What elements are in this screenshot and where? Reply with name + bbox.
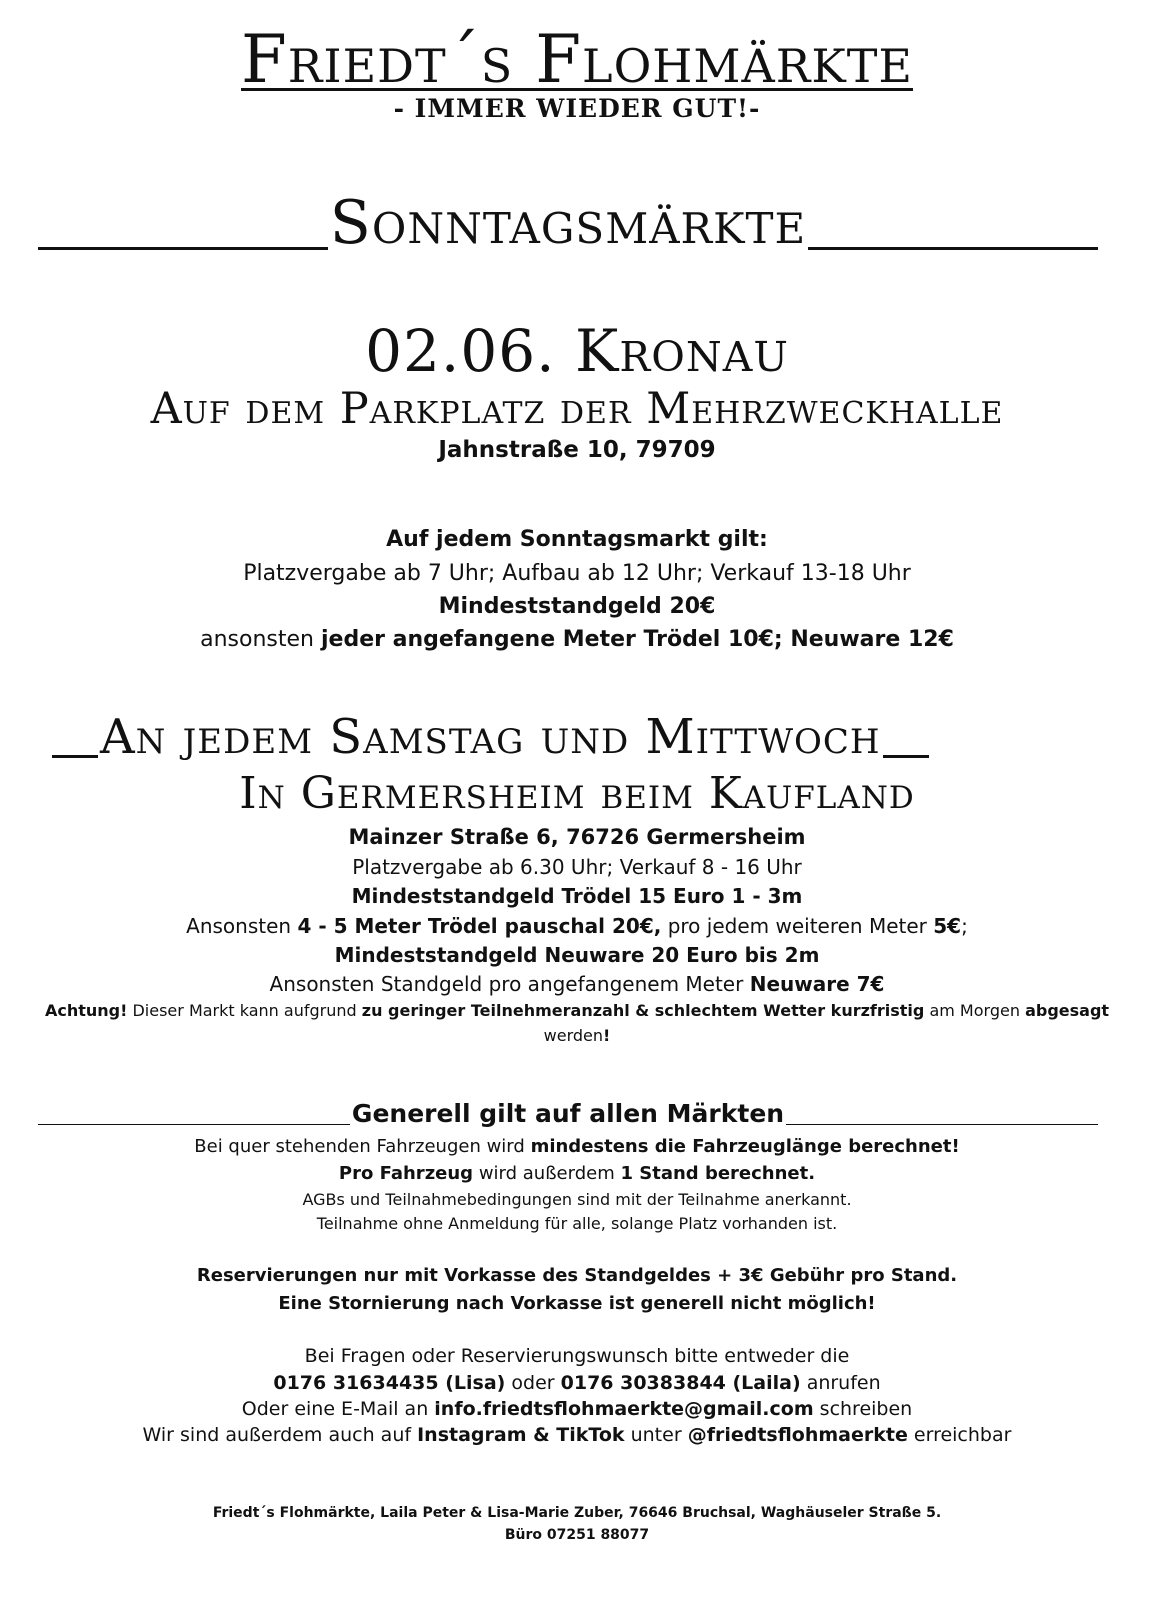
sunday-address: Jahnstraße 10, 79709 (438, 437, 716, 463)
weekday-heading: An jedem Samstag und Mittwoch (52, 708, 1082, 766)
sunday-times: Platzvergabe ab 7 Uhr; Aufbau ab 12 Uhr; Verkauf 13-18 Uhr (243, 561, 911, 586)
heading-rule-left (52, 755, 98, 758)
weekday-address: Mainzer Straße 6, 76726 Germersheim (348, 825, 806, 849)
sunday-venue: Auf dem Parkplatz der Mehrzweckhalle (150, 384, 1004, 434)
weekday-else-fee: Ansonsten 4 - 5 Meter Trödel pauschal 20€, pro jedem weiteren Meter 5€; (186, 914, 968, 938)
general-terms: AGBs und Teilnahmebedingungen sind mit der Teilnahme anerkannt. (302, 1190, 852, 1209)
weekday-venue: In Germersheim beim Kaufland (239, 768, 915, 819)
sunday-rules-label: Auf jedem Sonntagsmarkt gilt: (386, 527, 768, 552)
cancellation-rule: Eine Stornierung nach Vorkasse ist generell nicht möglich! (278, 1293, 876, 1314)
sunday-date-place: 02.06. Kronau (365, 317, 789, 385)
weekday-warning: Achtung! Dieser Markt kann aufgrund zu geringer Teilnehmeranzahl & schlechtem Wetter kurzfristig am Morgen abgesagt werden! (44, 1001, 1110, 1045)
contact-intro: Bei Fragen oder Reservierungswunsch bitte entweder die (304, 1345, 850, 1367)
sunday-heading: Sonntagsmärkte (38, 188, 1098, 258)
sunday-min-fee: Mindeststandgeld 20€ (438, 594, 716, 619)
general-vehicle-stand: Pro Fahrzeug wird außerdem 1 Stand berechnet. (338, 1163, 816, 1184)
general-heading: Generell gilt auf allen Märkten (38, 1098, 1098, 1130)
weekday-min-fee-new: Mindeststandgeld Neuware 20 Euro bis 2m (334, 943, 820, 967)
contact-phones: 0176 31634435 (Lisa) oder 0176 30383844 (Laila) anrufen (273, 1372, 881, 1394)
footer-address: Friedt´s Flohmärkte, Laila Peter & Lisa-Marie Zuber, 76646 Bruchsal, Waghäuseler Straße 5. (212, 1505, 942, 1521)
reservation-rule: Reservierungen nur mit Vorkasse des Standgeldes + 3€ Gebühr pro Stand. (196, 1265, 958, 1286)
heading-rule-right (786, 1124, 1098, 1125)
email-address: info.friedtsflohmaerkte@gmail.com (434, 1398, 814, 1420)
contact-social: Wir sind außerdem auch auf Instagram & TikTok unter @friedtsflohmaerkte erreichbar (142, 1424, 1012, 1446)
heading-rule-right (808, 247, 1098, 250)
flyer-title: Friedt´s Flohmärkte (241, 21, 913, 98)
sunday-else-fee: ansonsten jeder angefangene Meter Trödel 10€; Neuware 12€ (200, 627, 954, 652)
heading-rule-right (883, 755, 929, 758)
heading-rule-left (38, 1124, 350, 1125)
phone-laila: 0176 30383844 (Laila) (560, 1372, 801, 1394)
phone-lisa: 0176 31634435 (Lisa) (273, 1372, 506, 1394)
contact-email: Oder eine E-Mail an info.friedtsflohmaerkte@gmail.com schreiben (241, 1398, 913, 1420)
general-no-registration: Teilnahme ohne Anmeldung für alle, solange Platz vorhanden ist. (316, 1214, 838, 1233)
weekday-else-fee-new: Ansonsten Standgeld pro angefangenem Meter Neuware 7€ (269, 972, 885, 996)
weekday-min-fee: Mindeststandgeld Trödel 15 Euro 1 - 3m (351, 884, 803, 908)
weekday-times: Platzvergabe ab 6.30 Uhr; Verkauf 8 - 16 Uhr (352, 855, 802, 879)
social-handle: @friedtsflohmaerkte (687, 1424, 908, 1446)
tagline: - IMMER WIEDER GUT!- (393, 94, 761, 123)
general-vehicle-rule: Bei quer stehenden Fahrzeugen wird mindestens die Fahrzeuglänge berechnet! (194, 1136, 960, 1157)
heading-rule-left (38, 247, 328, 250)
footer-office-phone: Büro 07251 88077 (504, 1527, 650, 1543)
